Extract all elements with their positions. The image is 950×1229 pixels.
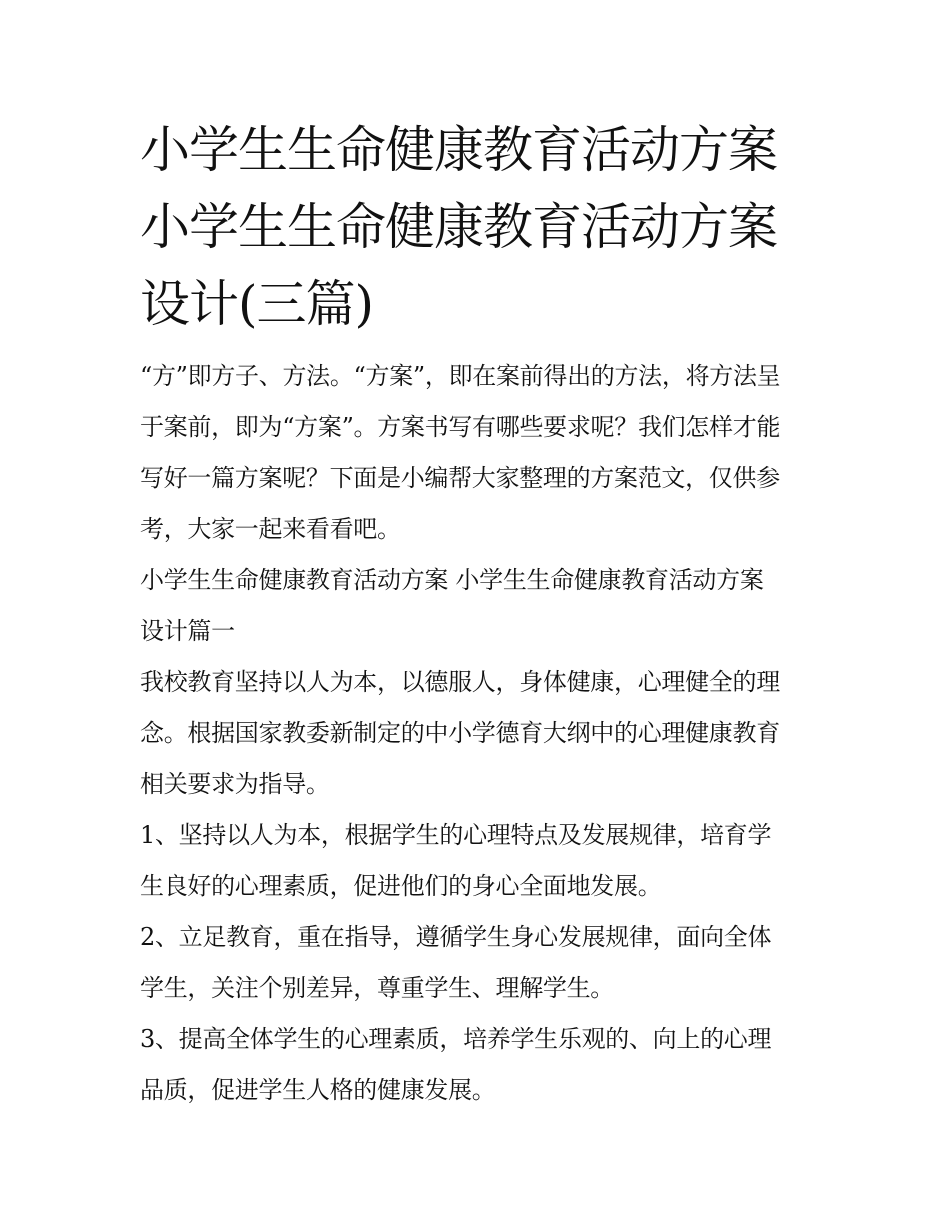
section-heading	[140, 555, 820, 657]
text-line: 品质，促进学生人格的健康发展。	[140, 1076, 496, 1104]
text-line: 相关要求为指导。	[140, 770, 330, 798]
document-content	[140, 112, 820, 1116]
body-paragraph	[140, 657, 820, 810]
text-line: 设计篇一	[140, 617, 235, 645]
text-line: 考，大家一起来看看吧。	[140, 515, 401, 543]
text-line: 小学生生命健康教育活动方案 小学生生命健康教育活动方案	[140, 566, 764, 594]
title-line: 设计(三篇)	[140, 275, 374, 333]
list-item	[140, 912, 820, 1014]
list-item	[140, 1014, 820, 1116]
text-line: 于案前，即为“方案”。方案书写有哪些要求呢？我们怎样才能	[140, 413, 781, 441]
title-line: 小学生生命健康教育活动方案	[140, 198, 777, 256]
intro-paragraph	[140, 351, 820, 555]
list-item	[140, 810, 820, 912]
text-line: 我校教育坚持以人为本，以德服人，身体健康，心理健全的理	[140, 668, 780, 696]
text-line: “方”即方子、方法。“方案”，即在案前得出的方法，将方法呈	[140, 362, 781, 390]
text-line: 学生，关注个别差异，尊重学生、理解学生。	[140, 974, 614, 1002]
text-line: 念。根据国家教委新制定的中小学德育大纲中的心理健康教育	[140, 719, 780, 747]
title-line: 小学生生命健康教育活动方案	[140, 121, 777, 179]
text-line: 生良好的心理素质，促进他们的身心全面地发展。	[140, 872, 662, 900]
text-line: 2、立足教育，重在指导，遵循学生身心发展规律，面向全体	[140, 923, 772, 951]
document-title	[140, 112, 820, 343]
text-line: 写好一篇方案呢？下面是小编帮大家整理的方案范文，仅供参	[140, 464, 780, 492]
text-line: 3、提高全体学生的心理素质，培养学生乐观的、向上的心理	[140, 1025, 772, 1053]
text-line: 1、坚持以人为本，根据学生的心理特点及发展规律，培育学	[140, 821, 772, 849]
